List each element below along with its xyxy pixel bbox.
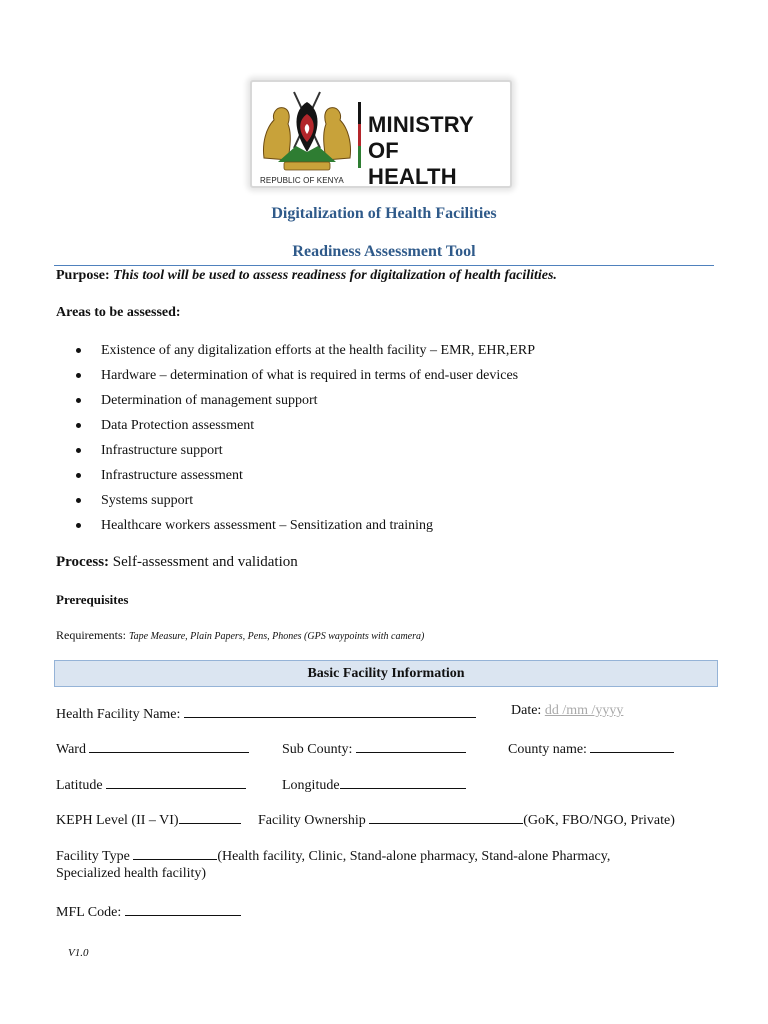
purpose-label: Purpose: — [56, 268, 110, 283]
ministry-of-health-logo — [250, 80, 512, 188]
process-label: Process: — [56, 554, 110, 570]
county-name-field[interactable]: County name: — [508, 738, 674, 758]
process-paragraph — [56, 554, 298, 571]
date-field[interactable]: Date: dd /mm /yyyy — [511, 703, 624, 718]
longitude-field[interactable]: Longitude — [282, 774, 466, 794]
ministry-line-2: HEALTH — [368, 164, 457, 189]
ministry-line-1: MINISTRY OF — [368, 112, 474, 163]
purpose-paragraph — [56, 268, 557, 284]
keph-level-field[interactable]: KEPH Level (II – VI) — [56, 809, 241, 829]
facility-ownership-blank[interactable] — [369, 809, 523, 824]
list-item: Healthcare workers assessment – Sensitization and training — [76, 516, 535, 541]
areas-heading: Areas to be assessed: — [56, 305, 181, 320]
facility-type-blank[interactable] — [133, 845, 217, 860]
mfl-code-field[interactable]: MFL Code: — [56, 901, 241, 921]
basic-facility-information-header: Basic Facility Information — [54, 660, 718, 687]
sub-county-blank[interactable] — [356, 738, 466, 753]
facility-name-blank[interactable] — [184, 703, 476, 718]
date-placeholder[interactable]: dd /mm /yyyy — [544, 703, 624, 718]
latitude-field[interactable]: Latitude — [56, 774, 246, 794]
requirements-line — [56, 628, 424, 643]
facility-type-options: (Health facility, Clinic, Stand-alone pharmacy, Stand-alone Pharmacy, — [217, 849, 611, 864]
process-text: Self-assessment and validation — [112, 554, 298, 570]
ward-field[interactable]: Ward — [56, 738, 249, 758]
longitude-blank[interactable] — [340, 774, 466, 789]
list-item: Determination of management support — [76, 391, 535, 416]
list-item: Existence of any digitalization efforts at the health facility – EMR, EHR,ERP — [76, 341, 535, 366]
mfl-code-blank[interactable] — [125, 901, 241, 916]
facility-type-options-continued: Specialized health facility) — [56, 866, 207, 881]
version-label: V1.0 — [68, 947, 89, 959]
heading-rule — [54, 265, 714, 266]
republic-label: REPUBLIC OF KENYA — [260, 176, 344, 185]
facility-type-field[interactable]: Facility Type (Health facility, Clinic, Stand-alone pharmacy, Stand-alone Pharmacy, — [56, 845, 610, 865]
logo-color-divider — [358, 102, 361, 168]
ward-blank[interactable] — [89, 738, 249, 753]
ministry-name — [368, 112, 510, 190]
requirements-text: Tape Measure, Plain Papers, Pens, Phones (GPS waypoints with camera) — [128, 631, 425, 642]
list-item: Data Protection assessment — [76, 416, 535, 441]
list-item: Hardware – determination of what is required in terms of end-user devices — [76, 366, 535, 391]
list-item: Systems support — [76, 491, 535, 516]
county-name-blank[interactable] — [590, 738, 674, 753]
prerequisites-heading: Prerequisites — [56, 592, 129, 607]
ownership-options: (GoK, FBO/NGO, Private) — [523, 813, 675, 828]
sub-county-field[interactable]: Sub County: — [282, 738, 466, 758]
kenya-coat-of-arms-icon — [258, 88, 356, 174]
document-subtitle: Readiness Assessment Tool — [292, 243, 476, 260]
list-item: Infrastructure support — [76, 441, 535, 466]
document-title: Digitalization of Health Facilities — [271, 205, 497, 222]
facility-name-field[interactable]: Health Facility Name: — [56, 703, 476, 723]
purpose-text: This tool will be used to assess readiness for digitalization of health facilities. — [113, 268, 557, 283]
latitude-blank[interactable] — [106, 774, 246, 789]
keph-level-blank[interactable] — [179, 809, 241, 824]
requirements-label: Requirements: — [56, 628, 126, 642]
areas-list — [76, 341, 535, 541]
facility-ownership-field[interactable]: Facility Ownership (GoK, FBO/NGO, Private) — [258, 809, 675, 829]
list-item: Infrastructure assessment — [76, 466, 535, 491]
